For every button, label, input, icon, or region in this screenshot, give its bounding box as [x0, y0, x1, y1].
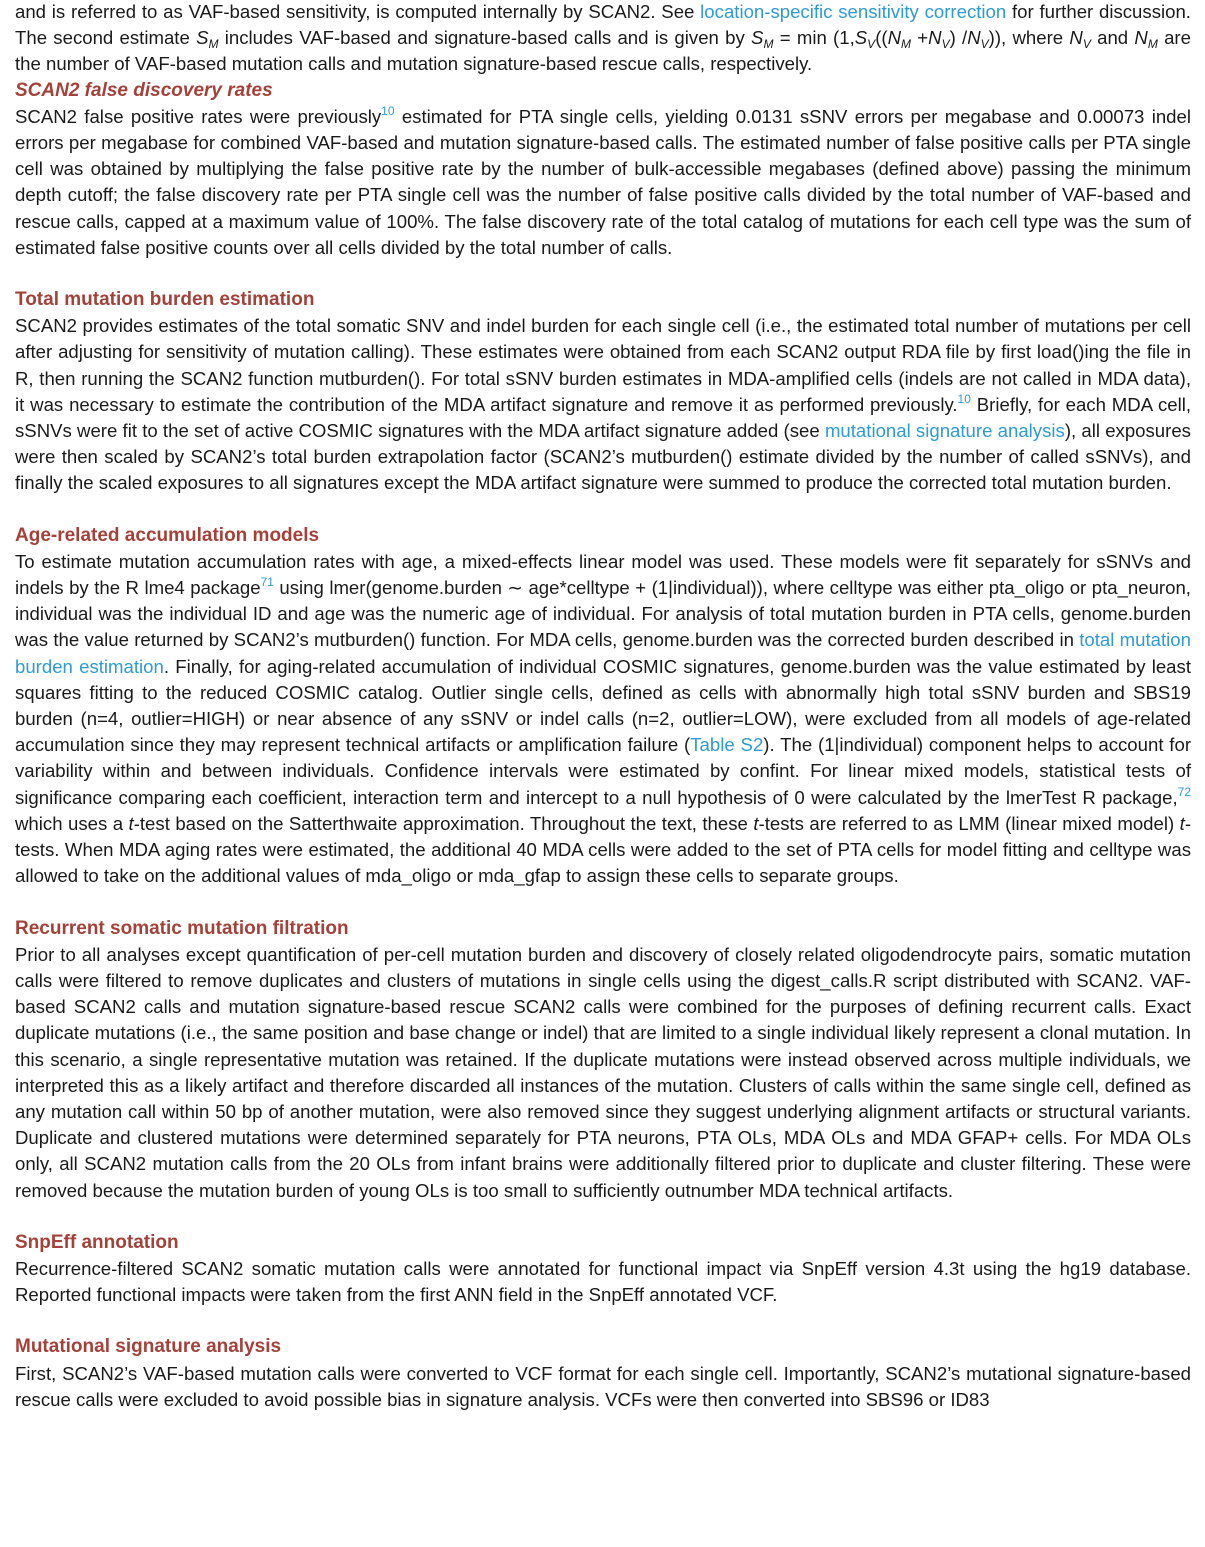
text: SCAN2 false positive rates were previously: [15, 105, 382, 127]
text: for further discussion. The second estimate: [15, 1, 1191, 49]
italic-term: t: [1179, 812, 1185, 834]
paragraph-age-related-accumulation: [15, 549, 1191, 890]
heading-snpeff-annotation: SnpEff annotation: [15, 1231, 179, 1253]
math-var: N: [887, 27, 902, 49]
text: To estimate mutation accumulation rates with age, a mixed-effects linear model was used. These models were fit separately for sSNVs and indels by the R lme4 package: [15, 550, 1191, 599]
math-var: S: [854, 27, 868, 49]
link-location-specific-sensitivity[interactable]: location-specific sensitivity correction: [700, 1, 1007, 22]
link-table-s2[interactable]: Table S2: [690, 734, 764, 756]
text: ), all exposures were then scaled by SCAN2’s total burden extrapolation factor (SCAN2’s mutburden() estimate divided by the number of called sSNVs), and finally the scaled exposures to all signatures except the MDA artifact signature were summed to produce the corrected total mutation burden.: [15, 420, 1191, 494]
text: ) /: [949, 27, 968, 49]
math-var: S: [196, 27, 209, 49]
text: estimated for PTA single cells, yielding 0.0131 sSNV errors per megabase and 0.00073 indel errors per megabase for combined VAF-based and mutation signature-based calls. The estimated number of false positive calls per PTA single cell was obtained by multiplying the false positive rate by the number of bulk-accessible megabases (defined above) passing the minimum depth cutoff; the false discovery rate per PTA single cell was the number of false positive calls divided by the total number of VAF-based and rescue calls, capped at a maximum value of 100%. The false discovery rate of the total catalog of mutations for each cell type was the sum of estimated false positive counts over all cells divided by the total number of calls.: [15, 105, 1191, 258]
reference-link[interactable]: 10: [381, 103, 395, 118]
text: -tests. When MDA aging rates were estimated, the additional 40 MDA cells were added to the set of PTA cells for model fitting and celltype was allowed to take on the additional values of mda_oligo or mda_gfap to assign these cells to separate groups.: [15, 812, 1192, 887]
text: . Finally, for aging-related accumulation of individual COSMIC signatures, genome.burden was the value estimated by least squares fitting to the reduced COSMIC catalog. Outlier single cells, defined as cells with abnormally high total sSNV burden and SBS19 burden (n=4, outlier=HIGH) or near absence of any sSNV or indel calls (n=2, outlier=LOW), were excluded from all models of age-related accumulation since they may represent technical artifacts or amplification failure (: [15, 655, 1191, 756]
math-var: N: [1069, 27, 1083, 49]
text: which uses a: [15, 812, 129, 834]
text: and is referred to as VAF-based sensitivity, is computed internally by SCAN2. See: [15, 1, 701, 22]
text: -test based on the Satterthwaite approximation. Throughout the text, these: [133, 812, 754, 834]
math-var: N: [928, 27, 942, 49]
italic-term: t: [753, 812, 759, 834]
math-sub: V: [1082, 37, 1091, 52]
text: -tests are referred to as LMM (linear mixed model): [758, 812, 1180, 834]
reference-link[interactable]: 71: [260, 575, 274, 590]
math-sub: M: [763, 37, 774, 52]
math-sub: M: [208, 37, 219, 52]
text: Briefly, for each MDA cell, sSNVs were fit to the set of active COSMIC signatures with the MDA artifact signature added (see: [15, 393, 1192, 442]
heading-total-mutation-burden: Total mutation burden estimation: [15, 289, 315, 311]
math-sub: V: [867, 37, 876, 52]
heading-recurrent-mutation-filtration: Recurrent somatic mutation filtration: [15, 917, 349, 939]
heading-mutational-signature-analysis: Mutational signature analysis: [15, 1336, 282, 1358]
text: )), where: [988, 27, 1070, 49]
math-var: N: [1134, 27, 1148, 49]
text: SCAN2 provides estimates of the total somatic SNV and indel burden for each single cell (i.e., the estimated total number of mutations per cell after adjusting for sensitivity of mutation calling). These estimates were obtained from each SCAN2 output RDA file by first load()ing the file in R, then running the SCAN2 function mutburden(). For total sSNV burden estimates in MDA-amplified cells (indels are not called in MDA data), it was necessary to estimate the contribution of the MDA artifact signature and remove it as performed previously.: [15, 315, 1191, 415]
link-total-mutation-burden-estimation[interactable]: total mutation burden estimation: [15, 629, 1191, 677]
paragraph-sensitivity: [15, 0, 1191, 78]
paragraph-total-mutation-burden: [15, 313, 1191, 496]
text: ((: [875, 27, 888, 49]
link-mutational-signature-analysis[interactable]: mutational signature analysis: [824, 420, 1065, 442]
paragraph-snpeff-annotation: Recurrence-filtered SCAN2 somatic mutation calls were annotated for functional impact via SnpEff version 4.3t using the hg19 database. Reported functional impacts were taken from the first ANN field in the SnpEff annotated VCF.: [15, 1257, 1191, 1306]
text: and: [1090, 27, 1135, 49]
math-var: N: [967, 27, 981, 49]
paragraph-false-discovery-rates: [15, 104, 1191, 261]
heading-scan2-false-discovery-rates: SCAN2 false discovery rates: [15, 79, 273, 101]
math-sub: M: [901, 37, 912, 52]
italic-term: t: [128, 812, 134, 834]
text: ). The (1|individual) component helps to account for variability within and between individuals. Confidence intervals were estimated by confint. For linear mixed models, statistical tests of significance comparing each coefficient, interaction term and intercept to a null hypothesis of 0 were calculated by the lmerTest R package,: [15, 734, 1192, 808]
math-sub: V: [941, 37, 950, 52]
paragraph-recurrent-mutation-filtration: Prior to all analyses except quantification of per-cell mutation burden and discovery of closely related oligodendrocyte pairs, somatic mutation calls were filtered to remove duplicates and clusters of mutations in single cells using the digest_calls.R script distributed with SCAN2. VAF-based SCAN2 calls and mutation signature-based rescue SCAN2 calls were combined for the purposes of defining recurrent calls. Exact duplicate mutations (i.e., the same position and base change or indel) that are limited to a single individual likely represent a clonal mutation. In this scenario, a single representative mutation was retained. If the duplicate mutations were instead observed across multiple individuals, we interpreted this as a likely artifact and therefore discarded all instances of the mutation. Clusters of calls within the same single cell, defined as any mutation call within 50 bp of another mutation, were also removed since they suggest underlying alignment artifacts or structural variants. Duplicate and clustered mutations were determined separately for PTA neurons, PTA OLs, MDA OLs and MDA GFAP+ cells. For MDA OLs only, all SCAN2 mutation calls from the 20 OLs from infant brains were additionally filtered prior to duplicate and cluster filtering. These were removed because the mutation burden of young OLs is too small to sufficiently outnumber MDA technical artifacts.: [15, 943, 1191, 1201]
paragraph-mutational-signature-analysis: First, SCAN2’s VAF-based mutation calls were converted to VCF format for each single cell. Importantly, SCAN2’s mutational signature-based rescue calls were excluded to avoid possible bias in signature analysis. VCFs were then converted into SBS96 or ID83: [15, 1362, 1191, 1410]
reference-link[interactable]: 10: [957, 391, 971, 406]
math-var: S: [751, 27, 764, 49]
reference-link[interactable]: 72: [1177, 784, 1191, 799]
text: using lmer(genome.burden ∼ age*celltype + (1|individual)), where celltype was either pta_oligo or pta_neuron, individual was the individual ID and age was the numeric age of individual. For analysis of total mutation burden in PTA cells, genome.burden was the value returned by SCAN2’s mutburden() function. For MDA cells, genome.burden was the corrected burden described in: [15, 577, 1191, 651]
heading-age-related-accumulation: Age-related accumulation models: [15, 524, 320, 546]
text: = min (1,: [773, 27, 855, 49]
math-sub: M: [1147, 37, 1158, 52]
math-sub: V: [980, 37, 989, 52]
text: are the number of VAF-based mutation calls and mutation signature-based rescue calls, respectively.: [15, 27, 1191, 75]
text: includes VAF-based and signature-based calls and is given by: [218, 27, 752, 49]
text: +: [911, 27, 929, 49]
